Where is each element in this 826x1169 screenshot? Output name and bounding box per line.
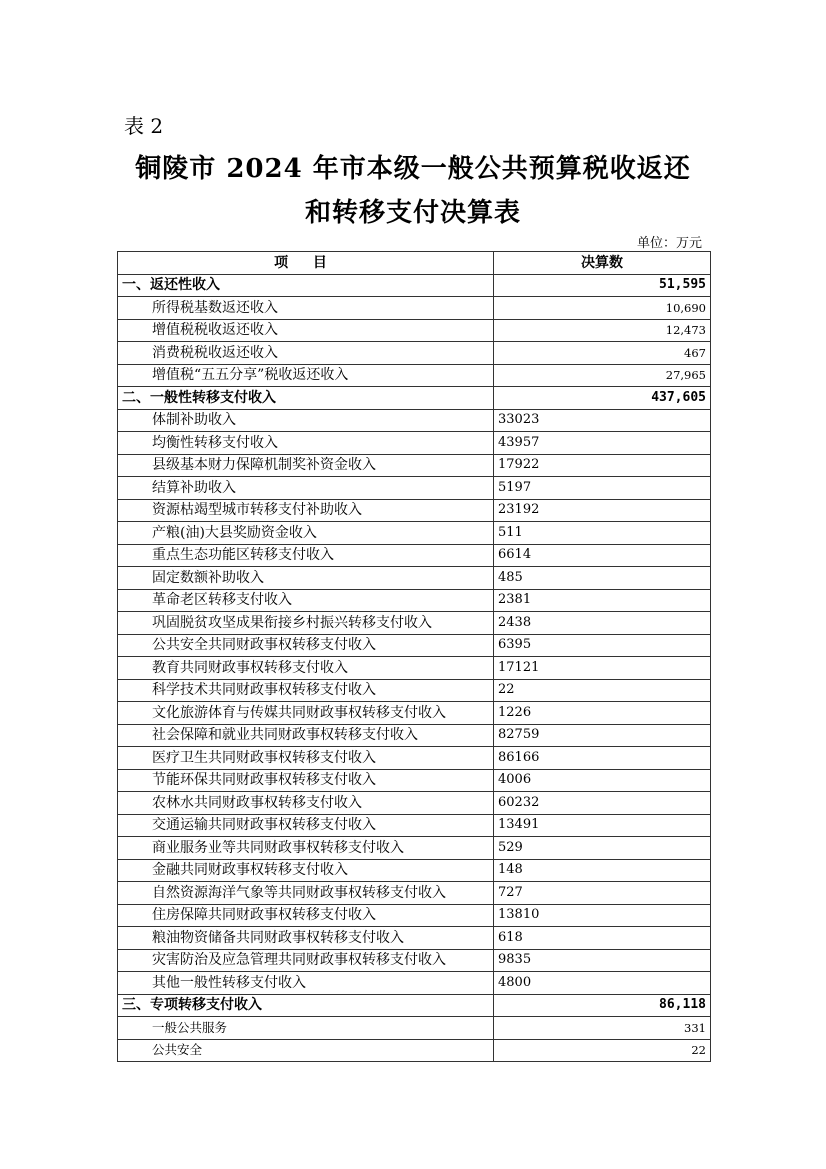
table-row <box>118 972 711 995</box>
table-row <box>118 724 711 747</box>
table-row <box>118 747 711 770</box>
row-name: 灾害防治及应急管理共同财政事权转移支付收入 <box>118 949 494 972</box>
row-name: 节能环保共同财政事权转移支付收入 <box>118 769 494 792</box>
table-row <box>118 657 711 680</box>
table-row <box>118 859 711 882</box>
row-name: 教育共同财政事权转移支付收入 <box>118 657 494 680</box>
row-value: 12,473 <box>494 319 711 342</box>
row-name: 一般公共服务 <box>118 1017 494 1040</box>
row-name: 医疗卫生共同财政事权转移支付收入 <box>118 747 494 770</box>
row-name: 体制补助收入 <box>118 409 494 432</box>
section-value: 86,118 <box>494 994 711 1017</box>
row-value: 9835 <box>494 949 711 972</box>
table-row <box>118 319 711 342</box>
row-value: 22 <box>494 1039 711 1062</box>
table-row <box>118 949 711 972</box>
row-value: 331 <box>494 1017 711 1040</box>
row-name: 自然资源海洋气象等共同财政事权转移支付收入 <box>118 882 494 905</box>
row-name: 革命老区转移支付收入 <box>118 589 494 612</box>
row-value: 43957 <box>494 432 711 455</box>
row-value: 17922 <box>494 454 711 477</box>
row-name: 消费税税收返还收入 <box>118 342 494 365</box>
row-value: 529 <box>494 837 711 860</box>
table-row <box>118 409 711 432</box>
table-row <box>118 544 711 567</box>
table-row <box>118 769 711 792</box>
row-value: 13491 <box>494 814 711 837</box>
unit-label: 单位：万元 <box>636 236 702 251</box>
table-header-row <box>118 252 711 275</box>
row-name: 交通运输共同财政事权转移支付收入 <box>118 814 494 837</box>
row-name: 住房保障共同财政事权转移支付收入 <box>118 904 494 927</box>
table-row <box>118 432 711 455</box>
table-row <box>118 882 711 905</box>
table-row <box>118 927 711 950</box>
row-value: 467 <box>494 342 711 365</box>
row-name: 重点生态功能区转移支付收入 <box>118 544 494 567</box>
table-row <box>118 792 711 815</box>
table-body <box>118 274 711 1062</box>
section-name: 三、专项转移支付收入 <box>118 994 494 1017</box>
row-name: 农林水共同财政事权转移支付收入 <box>118 792 494 815</box>
row-value: 22 <box>494 679 711 702</box>
header-item: 项 目 <box>118 252 494 275</box>
row-name: 增值税“五五分享”税收返还收入 <box>118 364 494 387</box>
row-name: 县级基本财力保障机制奖补资金收入 <box>118 454 494 477</box>
row-value: 1226 <box>494 702 711 725</box>
row-value: 4006 <box>494 769 711 792</box>
row-value: 33023 <box>494 409 711 432</box>
table-row <box>118 477 711 500</box>
section-name: 二、一般性转移支付收入 <box>118 387 494 410</box>
header-amount: 决算数 <box>494 252 711 275</box>
row-value: 6395 <box>494 634 711 657</box>
table-row <box>118 904 711 927</box>
table-row <box>118 522 711 545</box>
section-row <box>118 387 711 410</box>
budget-table <box>117 251 711 1062</box>
table-row <box>118 364 711 387</box>
row-name: 固定数额补助收入 <box>118 567 494 590</box>
row-value: 86166 <box>494 747 711 770</box>
table-row <box>118 634 711 657</box>
row-value: 511 <box>494 522 711 545</box>
row-value: 10,690 <box>494 297 711 320</box>
section-row <box>118 274 711 297</box>
table-number-label: 表 2 <box>124 114 164 138</box>
row-name: 商业服务业等共同财政事权转移支付收入 <box>118 837 494 860</box>
row-value: 4800 <box>494 972 711 995</box>
row-value: 60232 <box>494 792 711 815</box>
row-name: 粮油物资储备共同财政事权转移支付收入 <box>118 927 494 950</box>
row-name: 增值税税收返还收入 <box>118 319 494 342</box>
row-value: 727 <box>494 882 711 905</box>
row-name: 科学技术共同财政事权转移支付收入 <box>118 679 494 702</box>
table-row <box>118 612 711 635</box>
row-name: 资源枯竭型城市转移支付补助收入 <box>118 499 494 522</box>
table-row <box>118 499 711 522</box>
row-name: 公共安全共同财政事权转移支付收入 <box>118 634 494 657</box>
table-row <box>118 342 711 365</box>
row-value: 485 <box>494 567 711 590</box>
row-value: 27,965 <box>494 364 711 387</box>
row-value: 17121 <box>494 657 711 680</box>
row-value: 82759 <box>494 724 711 747</box>
row-name: 其他一般性转移支付收入 <box>118 972 494 995</box>
table-row <box>118 567 711 590</box>
table-row <box>118 454 711 477</box>
row-name: 金融共同财政事权转移支付收入 <box>118 859 494 882</box>
row-value: 148 <box>494 859 711 882</box>
row-name: 产粮(油)大县奖励资金收入 <box>118 522 494 545</box>
row-value: 2381 <box>494 589 711 612</box>
row-value: 2438 <box>494 612 711 635</box>
section-value: 437,605 <box>494 387 711 410</box>
section-name: 一、返还性收入 <box>118 274 494 297</box>
table-row <box>118 1039 711 1062</box>
row-name: 结算补助收入 <box>118 477 494 500</box>
row-name: 所得税基数返还收入 <box>118 297 494 320</box>
table-row <box>118 1017 711 1040</box>
table-row <box>118 702 711 725</box>
document-title-line-1: 铜陵市 2024 年市本级一般公共预算税收返还 <box>135 154 691 184</box>
table-row <box>118 297 711 320</box>
row-value: 6614 <box>494 544 711 567</box>
table-row <box>118 814 711 837</box>
row-name: 巩固脱贫攻坚成果衔接乡村振兴转移支付收入 <box>118 612 494 635</box>
table-row <box>118 679 711 702</box>
row-value: 618 <box>494 927 711 950</box>
table-row <box>118 589 711 612</box>
row-value: 13810 <box>494 904 711 927</box>
section-row <box>118 994 711 1017</box>
row-name: 社会保障和就业共同财政事权转移支付收入 <box>118 724 494 747</box>
row-value: 5197 <box>494 477 711 500</box>
table-row <box>118 837 711 860</box>
row-name: 均衡性转移支付收入 <box>118 432 494 455</box>
row-value: 23192 <box>494 499 711 522</box>
document-title-line-2: 和转移支付决算表 <box>304 198 521 228</box>
section-value: 51,595 <box>494 274 711 297</box>
row-name: 文化旅游体育与传媒共同财政事权转移支付收入 <box>118 702 494 725</box>
row-name: 公共安全 <box>118 1039 494 1062</box>
